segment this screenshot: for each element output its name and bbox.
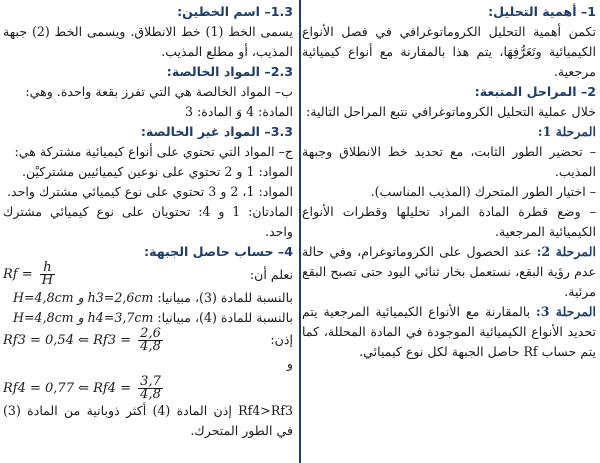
section-3-3-line-1: المواد: 1 و 2 تحتوي على نوعين كيميائيين مشتركيْن. [21,164,293,179]
section-3-3-text: ج– المواد التي تحتوي على أنواع كيميائية مشتركة هي: [14,144,293,159]
section-2-3-heading: 2.3– المواد الخالصة: [166,64,293,79]
section-2-3-items: المادة: 4 وَ المادة: 3 [185,104,293,119]
section-4-heading: 4– حساب حاصل الجبهة: [144,244,293,259]
column-divider [299,0,301,463]
conclusion-text: Rf4>Rf3 إذن المادة (4) أكثر ذوبانية من المادة (3) في الطور المتحرك. [3,403,293,438]
stage-3-label: المرحلة 3: [536,304,596,319]
rf4-equation [3,376,166,401]
rf3-equation [3,328,166,353]
section-2-heading: 2– المراحل المتبعة: [474,84,596,99]
section-3-3-line-2: المواد: 1، 2 و 3 تحتوي على نوع كيميائي مشترك واحد. [6,184,293,199]
formula-denominator: H [41,273,54,288]
rf3-result: Rf3 = 0,54 ⇐ Rf3 = [3,333,132,348]
rf3-denominator: 4,8 [140,339,161,354]
section-2-text: خلال عملية التحليل الكروماتوغرافي نتبع المراحل التالية: [305,104,596,119]
rf4-numerator: 3,7 [140,374,161,389]
right-column [302,2,596,362]
stage-2-label: المرحلة 2: [536,244,596,259]
formula-rf [3,262,58,288]
formula-lhs: Rf = [3,267,33,282]
formula-numerator: h [40,262,55,275]
and-label: و [286,356,293,371]
rf4-row [3,352,293,402]
section-2-3-text: ب– المواد الخالصة هي التي تفرز بقعة واحدة. وهي: [25,84,293,99]
formula-fraction [40,262,55,287]
substance-3-row [3,288,293,308]
substance-4-values: H=4,8cm و h4=3,7cm [13,310,154,325]
stage-3-paragraph [302,302,596,362]
substance-3-label: بالنسبة للمادة (3)، مبيانيا: [157,290,293,305]
rf3-fraction [138,328,163,353]
rf4-result: Rf4 = 0,77 ⇐ Rf4 = [3,381,132,396]
stage-1-label: المرحلة 1: [537,124,596,139]
rf4-denominator: 4,8 [140,387,161,402]
section-1-text: تكمن أهمية التحليل الكروماتوغرافي في فصل الأنواع الكيميائية وتَعَرُّفِهَا، يتم هذا بالمقارنة مع أنواع كيميائية مرجعية. [302,24,596,79]
formula-know-label: نعلم أن: [249,267,293,282]
stage-2-paragraph [302,242,596,302]
section-1-3-text: يسمى الخط (1) خط الانطلاق. ويسمى الخط (2) جبهة المذيب، أو مطلع المذيب. [3,24,293,59]
substance-4-label: بالنسبة للمادة (4)، مبيانيا: [157,310,293,325]
section-1-3-heading: 1.3– اسم الخطين: [177,4,293,19]
therefore-label: إذن: [270,332,293,347]
stage-1-item-c: – وضع قطرة المادة المراد تحليلها وقطرات الأنواع الكيميائية المرجعية. [302,204,596,239]
section-3-3-heading: 3.3– المواد غير الخالصة: [140,124,293,139]
substance-4-row [3,308,293,328]
section-3-3-line-3: المادتان: 1 و 4: تحتويان على نوع كيميائي مشترك واحد. [3,204,293,239]
rf3-numerator: 2,6 [140,326,161,341]
stage-3-text: بالمقارنة مع الأنواع الكيميائية المرجعية يتم تحديد الأنواع الكيميائية الموجودة في المادة المحللة، كما يتم حساب Rf حاصل الجبهة لكل نوع كيميائي. [302,304,596,359]
substance-3-values: H=4,8cm و h3=2,6cm [13,290,154,305]
rf3-row [3,328,293,352]
formula-row [3,262,293,288]
left-column [3,2,293,441]
rf4-fraction [138,376,163,401]
stage-1-item-b: – اختيار الطور المتحرك (المذيب المناسب). [370,184,596,199]
section-1-heading: 1– أهمية التحليل: [488,4,596,19]
stage-1-item-a: – تحضير الطور الثابت، مع تحديد خط الانطلاق وجبهة المذيب. [302,144,596,179]
stage-2-text: عند الحصول على الكروماتوغرام، وفي حالة عدم رؤية البقع، نستعمل بخار ثنائي اليود حتى تصبح البقع مرئية. [302,244,596,299]
